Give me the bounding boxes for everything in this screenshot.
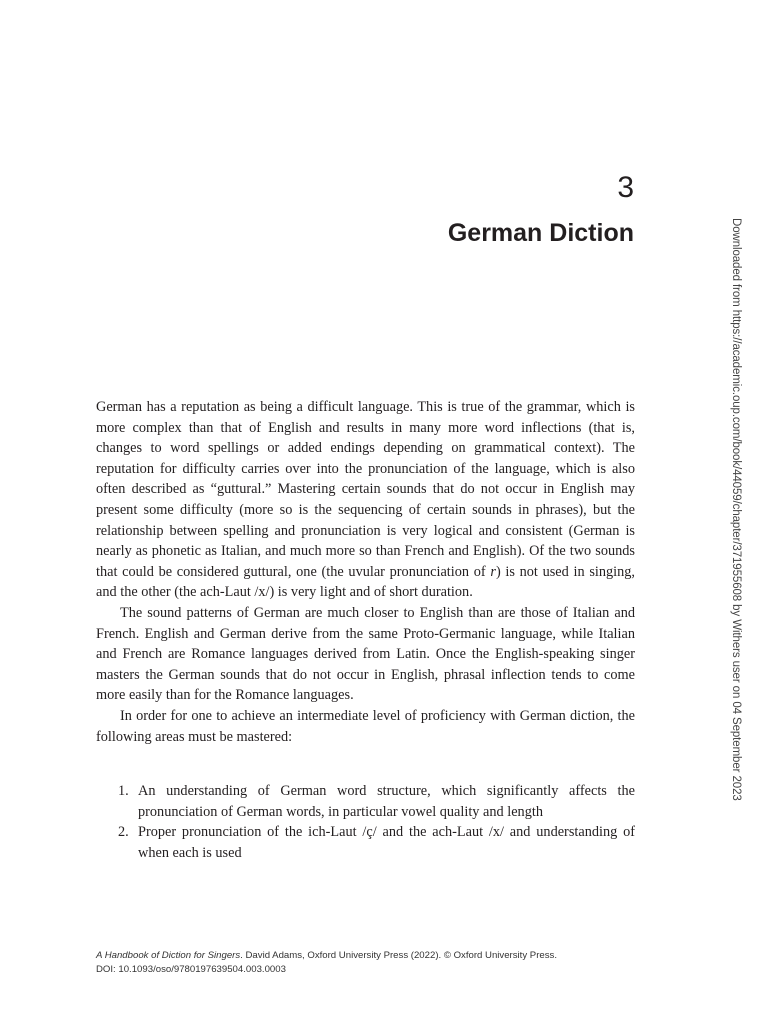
list-item-text: An understanding of German word structure, which significantly affects the pronunciation of German words, in particular vowel quality and length xyxy=(138,783,635,820)
footer-line-1 xyxy=(96,949,557,963)
download-watermark: Downloaded from https://academic.oup.com/book/44059/chapter/371955608 by Withers user on 04 September 2023 xyxy=(730,218,742,801)
footer-citation-text: . David Adams, Oxford University Press (2022). © Oxford University Press. xyxy=(240,950,557,961)
paragraph-1-italic-r: r xyxy=(490,563,496,580)
mastery-list xyxy=(96,781,635,863)
paragraph-1 xyxy=(96,397,635,603)
paragraph-1-text-a: German has a reputation as being a difficult language. This is true of the grammar, which is more complex than that of English and results in many more word inflections (that is, changes to word spellings or added endings depending on grammatical context). The reputation for difficulty carries over into the pronunciation of the language, which is also often described as “guttural.” Mastering certain sounds that do not occur in English may present some difficulty (more so is the sequencing of certain sounds in phrases), but the relationship between spelling and pronunciation is very logical and consistent (German is nearly as phonetic as Italian, and much more so than French and English). Of the two sounds that could be considered guttural, one (the uvular pronunciation of xyxy=(96,399,635,580)
paragraph-2 xyxy=(96,603,635,706)
paragraph-2-text: The sound patterns of German are much closer to English than are those of Italian and French. English and German derive from the same Proto-Germanic language, while Italian and French are Romance languages derived from Latin. Once the English-speaking singer masters the German sounds that do not occur in English, phrasal inflection tends to come more easily than for the Romance languages. xyxy=(96,604,635,704)
list-item xyxy=(96,781,635,822)
list-item-number: 2. xyxy=(118,824,129,841)
list-item-text: Proper pronunciation of the ich-Laut /ç/ and the ach-Laut /x/ and understanding of when each is used xyxy=(138,824,635,861)
paragraph-3 xyxy=(96,706,635,747)
footer-book-title: A Handbook of Diction for Singers xyxy=(96,950,241,961)
list-item-number: 1. xyxy=(118,783,129,799)
body-text xyxy=(96,397,635,747)
paragraph-1-text-b: ) is not used in singing, and the other (the ach-Laut /x/) is very light and of short duration. xyxy=(96,563,635,601)
paragraph-3-text: In order for one to achieve an intermediate level of proficiency with German diction, the following areas must be mastered: xyxy=(96,707,635,745)
footer-citation xyxy=(96,949,557,976)
chapter-number: 3 xyxy=(617,171,634,204)
footer-doi: DOI: 10.1093/oso/9780197639504.003.0003 xyxy=(96,963,286,975)
list-item xyxy=(96,822,635,863)
chapter-title: German Diction xyxy=(447,219,634,247)
